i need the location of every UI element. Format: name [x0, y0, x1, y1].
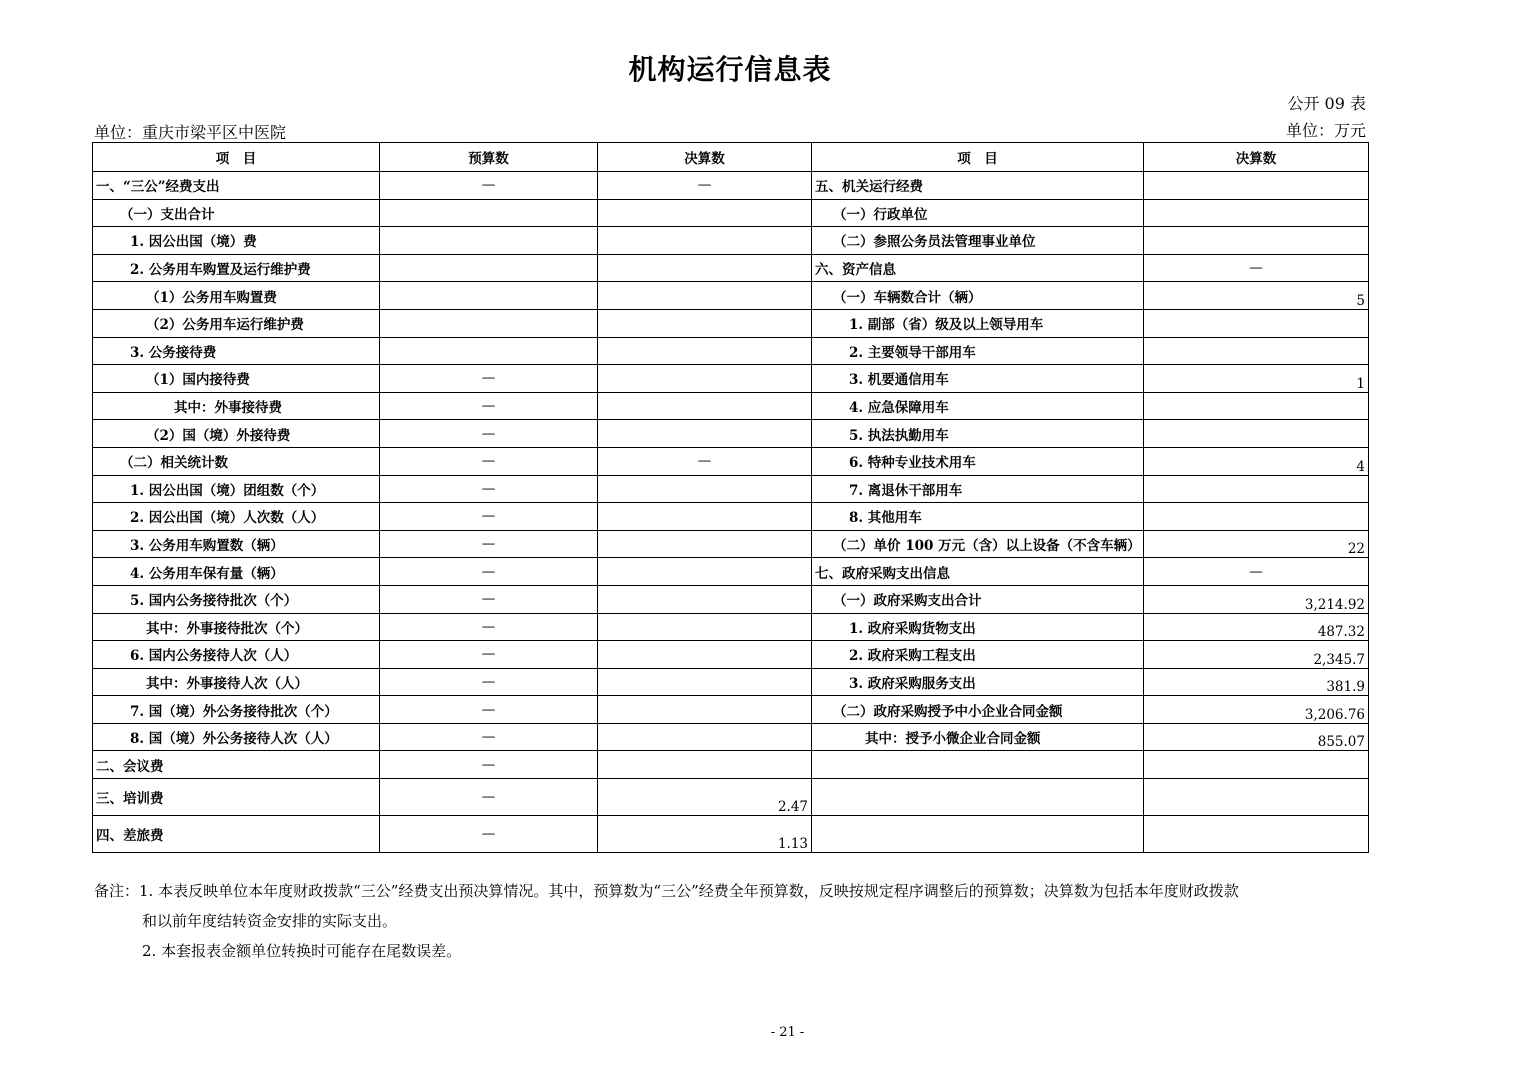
cell-r-value: 855.07 [1144, 723, 1369, 751]
cell-budget: — [380, 475, 598, 503]
currency-unit: 单位：万元 [1285, 121, 1366, 140]
cell-budget: — [380, 779, 598, 816]
cell-actual [598, 420, 812, 448]
cell-r-item: 7. 离退休干部用车 [812, 475, 1144, 503]
cell-actual: 1.13 [598, 816, 812, 853]
table-row [93, 199, 1369, 227]
cell-l-item: 1. 因公出国（境）团组数（个） [93, 475, 380, 503]
cell-r-item [812, 751, 1144, 779]
cell-r-item: 六、资产信息 [812, 254, 1144, 282]
header-actual-left: 决算数 [598, 143, 812, 172]
cell-r-item: （二）参照公务员法管理事业单位 [812, 227, 1144, 255]
cell-l-item: 7. 国（境）外公务接待批次（个） [93, 696, 380, 724]
note-line-1: 备注：1. 本表反映单位本年度财政拨款“三公”经费支出预决算情况。其中，预算数为“三公”经费全年预算数，反映按规定程序调整后的预算数；决算数为包括本年度财政拨款 [94, 882, 1239, 900]
header-actual-right: 决算数 [1144, 143, 1369, 172]
cell-r-item: 3. 政府采购服务支出 [812, 668, 1144, 696]
cell-r-value [1144, 337, 1369, 365]
cell-r-item: 2. 政府采购工程支出 [812, 641, 1144, 669]
table-row [93, 530, 1369, 558]
header-item-right: 项 目 [812, 143, 1144, 172]
cell-l-item: 8. 国（境）外公务接待人次（人） [93, 723, 380, 751]
cell-r-value: 3,214.92 [1144, 585, 1369, 613]
cell-l-item: （二）相关统计数 [93, 447, 380, 475]
cell-r-item: 五、机关运行经费 [812, 172, 1144, 200]
cell-budget: — [380, 613, 598, 641]
cell-l-item: （1）国内接待费 [93, 365, 380, 393]
cell-l-item: 其中：外事接待批次（个） [93, 613, 380, 641]
cell-r-value: — [1144, 254, 1369, 282]
cell-r-value [1144, 227, 1369, 255]
cell-l-item: （1）公务用车购置费 [93, 282, 380, 310]
cell-r-value [1144, 751, 1369, 779]
page-number: - 21 - [770, 1025, 805, 1040]
cell-actual [598, 751, 812, 779]
cell-budget: — [380, 641, 598, 669]
cell-actual: — [598, 172, 812, 200]
cell-r-value: 22 [1144, 530, 1369, 558]
cell-r-value [1144, 475, 1369, 503]
table-row [93, 613, 1369, 641]
cell-actual [598, 530, 812, 558]
table-row [93, 751, 1369, 779]
header-budget: 预算数 [380, 143, 598, 172]
cell-r-item: 4. 应急保障用车 [812, 392, 1144, 420]
cell-actual [598, 282, 812, 310]
table-row [93, 420, 1369, 448]
cell-r-value: 2,345.7 [1144, 641, 1369, 669]
cell-l-item: 3. 公务接待费 [93, 337, 380, 365]
table-row [93, 558, 1369, 586]
cell-l-item: （2）国（境）外接待费 [93, 420, 380, 448]
cell-l-item: 二、会议费 [93, 751, 380, 779]
cell-r-value: 3,206.76 [1144, 696, 1369, 724]
cell-r-value [1144, 420, 1369, 448]
cell-l-item: 2. 公务用车购置及运行维护费 [93, 254, 380, 282]
table-row [93, 816, 1369, 853]
cell-budget [380, 337, 598, 365]
cell-actual [598, 227, 812, 255]
cell-r-value [1144, 816, 1369, 853]
header-item-left: 项 目 [93, 143, 380, 172]
cell-r-item: （二）单价 100 万元（含）以上设备（不含车辆） [812, 530, 1144, 558]
cell-budget: — [380, 503, 598, 531]
table-row [93, 392, 1369, 420]
cell-budget: — [380, 558, 598, 586]
table-row [93, 365, 1369, 393]
cell-r-item: 5. 执法执勤用车 [812, 420, 1144, 448]
cell-actual: — [598, 447, 812, 475]
note-line-2: 和以前年度结转资金安排的实际支出。 [142, 912, 398, 930]
notes [94, 876, 1384, 966]
table-row [93, 282, 1369, 310]
table-row [93, 641, 1369, 669]
cell-r-item: 1. 政府采购货物支出 [812, 613, 1144, 641]
cell-r-item [812, 816, 1144, 853]
cell-actual [598, 696, 812, 724]
cell-actual [598, 254, 812, 282]
cell-l-item: （2）公务用车运行维护费 [93, 309, 380, 337]
cell-r-item: （一）行政单位 [812, 199, 1144, 227]
table-row [93, 668, 1369, 696]
cell-r-value [1144, 503, 1369, 531]
cell-budget [380, 254, 598, 282]
cell-budget: — [380, 668, 598, 696]
cell-r-value: 1 [1144, 365, 1369, 393]
cell-actual [598, 475, 812, 503]
cell-l-item: 3. 公务用车购置数（辆） [93, 530, 380, 558]
cell-actual [598, 558, 812, 586]
cell-budget: — [380, 585, 598, 613]
note-line-3: 2. 本套报表金额单位转换时可能存在尾数误差。 [142, 942, 462, 960]
table-row [93, 503, 1369, 531]
cell-r-item: 8. 其他用车 [812, 503, 1144, 531]
cell-r-item: 2. 主要领导干部用车 [812, 337, 1144, 365]
cell-r-value [1144, 392, 1369, 420]
table-row [93, 337, 1369, 365]
cell-actual [598, 365, 812, 393]
cell-actual [598, 392, 812, 420]
cell-r-value: 381.9 [1144, 668, 1369, 696]
cell-budget: — [380, 530, 598, 558]
cell-actual [598, 723, 812, 751]
cell-budget: — [380, 392, 598, 420]
cell-l-item: 5. 国内公务接待批次（个） [93, 585, 380, 613]
page-title: 机构运行信息表 [628, 53, 832, 86]
cell-budget: — [380, 420, 598, 448]
cell-actual [598, 668, 812, 696]
cell-r-item: 3. 机要通信用车 [812, 365, 1144, 393]
cell-r-value [1144, 172, 1369, 200]
cell-r-item: 6. 特种专业技术用车 [812, 447, 1144, 475]
cell-budget: — [380, 172, 598, 200]
table-row [93, 779, 1369, 816]
cell-actual: 2.47 [598, 779, 812, 816]
cell-r-item: 七、政府采购支出信息 [812, 558, 1144, 586]
table-row [93, 585, 1369, 613]
cell-l-item: 其中：外事接待费 [93, 392, 380, 420]
cell-r-item: 1. 副部（省）级及以上领导用车 [812, 309, 1144, 337]
table-row [93, 172, 1369, 200]
cell-actual [598, 503, 812, 531]
cell-l-item: 6. 国内公务接待人次（人） [93, 641, 380, 669]
cell-actual [598, 613, 812, 641]
cell-budget: — [380, 696, 598, 724]
cell-r-value [1144, 309, 1369, 337]
cell-actual [598, 199, 812, 227]
cell-r-item: （一）政府采购支出合计 [812, 585, 1144, 613]
cell-r-value: — [1144, 558, 1369, 586]
cell-l-item: （一）支出合计 [93, 199, 380, 227]
cell-l-item: 2. 因公出国（境）人次数（人） [93, 503, 380, 531]
cell-r-item: （一）车辆数合计（辆） [812, 282, 1144, 310]
table-row [93, 475, 1369, 503]
table-row [93, 309, 1369, 337]
cell-budget: — [380, 816, 598, 853]
cell-l-item: 其中：外事接待人次（人） [93, 668, 380, 696]
table-header-row [93, 143, 1369, 172]
cell-budget: — [380, 447, 598, 475]
cell-budget: — [380, 723, 598, 751]
cell-r-value: 4 [1144, 447, 1369, 475]
cell-l-item: 一、“三公”经费支出 [93, 172, 380, 200]
cell-actual [598, 641, 812, 669]
cell-budget [380, 227, 598, 255]
cell-budget [380, 282, 598, 310]
cell-r-value: 5 [1144, 282, 1369, 310]
cell-r-value [1144, 199, 1369, 227]
cell-budget [380, 309, 598, 337]
table-row [93, 723, 1369, 751]
cell-r-value: 487.32 [1144, 613, 1369, 641]
cell-budget [380, 199, 598, 227]
info-table [92, 142, 1369, 853]
cell-budget: — [380, 751, 598, 779]
cell-actual [598, 309, 812, 337]
table-row [93, 254, 1369, 282]
cell-l-item: 4. 公务用车保有量（辆） [93, 558, 380, 586]
form-number: 公开 09 表 [1287, 94, 1366, 113]
cell-l-item: 1. 因公出国（境）费 [93, 227, 380, 255]
cell-l-item: 四、差旅费 [93, 816, 380, 853]
cell-r-item [812, 779, 1144, 816]
table-row [93, 227, 1369, 255]
cell-l-item: 三、培训费 [93, 779, 380, 816]
cell-r-item: 其中：授予小微企业合同金额 [812, 723, 1144, 751]
table-row [93, 447, 1369, 475]
cell-budget: — [380, 365, 598, 393]
table-row [93, 696, 1369, 724]
cell-r-item: （二）政府采购授予中小企业合同金额 [812, 696, 1144, 724]
cell-r-value [1144, 779, 1369, 816]
cell-actual [598, 585, 812, 613]
cell-actual [598, 337, 812, 365]
reporting-unit: 单位：重庆市梁平区中医院 [94, 123, 287, 142]
